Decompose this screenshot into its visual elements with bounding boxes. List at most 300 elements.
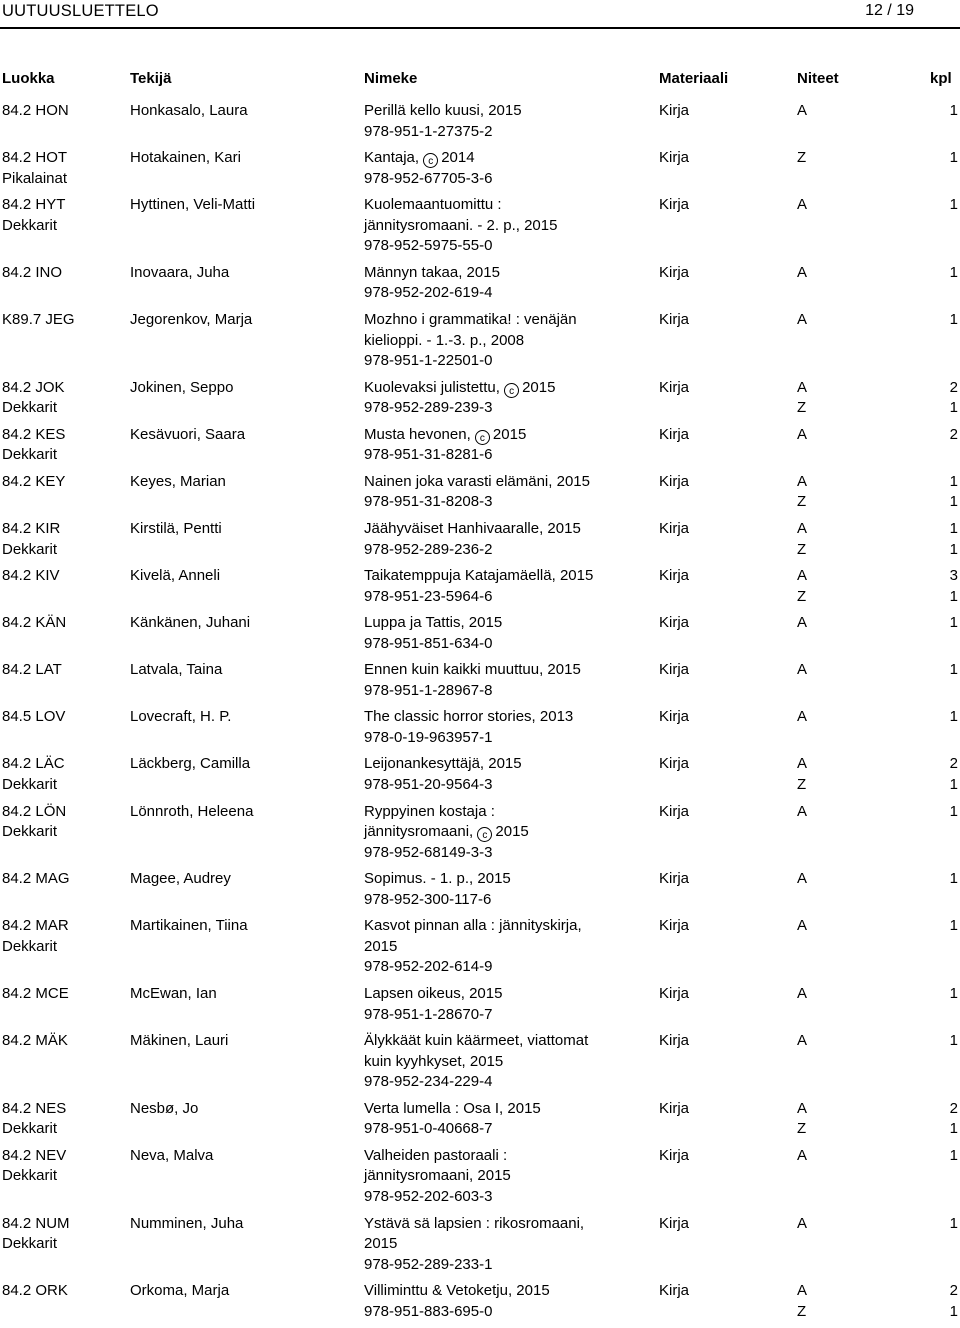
title-text: 2015 (364, 937, 398, 955)
title-cell (364, 1146, 656, 1208)
copies-cell (797, 754, 907, 795)
catalog-list (0, 101, 960, 1328)
material-type: Kirja (659, 310, 690, 328)
title-line (364, 445, 656, 466)
title-text: 978-951-1-28967-8 (364, 681, 493, 699)
title-text: 978-951-1-22501-0 (364, 352, 493, 370)
class-code: 84.2 KIR (2, 519, 61, 537)
title-text: The classic horror stories, 2013 (364, 708, 574, 726)
catalog-row (0, 1099, 960, 1146)
count-cell (928, 310, 958, 331)
material-cell (659, 101, 789, 122)
catalog-row (0, 378, 960, 425)
count-cell (928, 1281, 958, 1322)
title-line (364, 1187, 656, 1208)
catalog-row (0, 1031, 960, 1099)
title-cell (364, 613, 656, 654)
title-text: 978-951-31-8281-6 (364, 446, 493, 464)
copy-location: Z (797, 540, 807, 558)
title-text: Sopimus. - 1. p., 2015 (364, 870, 511, 888)
material-cell (659, 263, 789, 284)
class-code: 84.2 JOK (2, 378, 65, 396)
title-text: Villiminttu & Vetoketju, 2015 (364, 1282, 550, 1300)
luokka-cell (2, 378, 128, 419)
count-cell (928, 660, 958, 681)
shelf-label: Dekkarit (2, 540, 58, 558)
luokka-cell (2, 916, 128, 957)
catalog-row (0, 263, 960, 310)
author-name: Lönnroth, Heleena (130, 802, 254, 820)
title-text: Musta hevonen, (364, 425, 471, 443)
title-text: 978-951-1-28670-7 (364, 1005, 493, 1023)
shelf-label: Dekkarit (2, 216, 58, 234)
title-cell (364, 310, 656, 372)
title-text: 978-951-0-40668-7 (364, 1120, 493, 1138)
title-line (364, 775, 656, 796)
catalog-row (0, 1214, 960, 1282)
title-text: Perillä kello kuusi, 2015 (364, 102, 522, 119)
title-cell (364, 754, 656, 795)
count-cell (928, 1099, 958, 1140)
author-cell (130, 802, 360, 823)
author-name: Hotakainen, Kari (130, 149, 241, 167)
author-name: Mäkinen, Lauri (130, 1032, 229, 1050)
copy-location: Z (797, 1120, 807, 1138)
shelf-label: Dekkarit (2, 399, 58, 417)
material-type: Kirja (659, 425, 690, 443)
copy-location: A (797, 917, 808, 935)
header-divider (0, 27, 960, 29)
title-line (364, 754, 656, 775)
author-name: Numminen, Juha (130, 1214, 244, 1232)
class-code: 84.2 HON (2, 102, 69, 119)
title-text: Nainen joka varasti elämäni, 2015 (364, 472, 590, 490)
class-code: 84.2 NES (2, 1099, 67, 1117)
copies-cell (797, 1281, 907, 1322)
copy-count: 1 (949, 587, 958, 605)
author-cell (130, 425, 360, 446)
luokka-cell (2, 754, 128, 795)
column-header-nimeke: Nimeke (364, 70, 418, 87)
class-code: 84.2 MAG (2, 870, 70, 888)
material-type: Kirja (659, 755, 690, 773)
material-cell (659, 472, 789, 493)
title-text: 978-952-289-233-1 (364, 1255, 493, 1273)
title-text: 978-952-300-117-6 (364, 890, 492, 908)
material-cell (659, 1214, 789, 1235)
author-name: Läckberg, Camilla (130, 755, 251, 773)
title-text: 978-951-851-634-0 (364, 634, 493, 652)
material-type: Kirja (659, 984, 690, 1002)
title-line (364, 398, 656, 419)
material-type: Kirja (659, 1032, 690, 1050)
catalog-row (0, 425, 960, 472)
author-name: Inovaara, Juha (130, 263, 230, 281)
copy-location: A (797, 425, 808, 443)
class-code: 84.2 LÖN (2, 802, 67, 820)
title-line (364, 1119, 656, 1140)
luokka-cell (2, 613, 128, 634)
copyright-icon: c (423, 153, 438, 168)
page-number: 12 / 19 (865, 2, 914, 19)
title-line (364, 1052, 656, 1073)
class-code: 84.2 ORK (2, 1282, 68, 1300)
copies-cell (797, 869, 907, 890)
catalog-row (0, 869, 960, 916)
title-cell (364, 378, 656, 419)
material-cell (659, 310, 789, 331)
title-cell (364, 1214, 656, 1276)
material-type: Kirja (659, 614, 690, 632)
count-cell (928, 1214, 958, 1235)
copy-count: 1 (949, 1120, 958, 1138)
material-type: Kirja (659, 708, 690, 726)
luokka-cell (2, 1214, 128, 1255)
material-type: Kirja (659, 1214, 690, 1232)
copies-cell (797, 519, 907, 560)
catalog-row (0, 916, 960, 984)
title-text: 978-951-23-5964-6 (364, 587, 493, 605)
copy-location: A (797, 102, 808, 119)
author-cell (130, 1031, 360, 1052)
material-type: Kirja (659, 378, 690, 396)
luokka-cell (2, 660, 128, 681)
class-code: 84.2 HYT (2, 196, 66, 214)
title-line (364, 331, 656, 352)
material-type: Kirja (659, 519, 690, 537)
title-line (364, 472, 656, 493)
material-cell (659, 802, 789, 823)
title-line (364, 843, 656, 864)
copy-location: A (797, 196, 808, 214)
title-cell (364, 195, 656, 257)
title-cell (364, 984, 656, 1025)
title-cell (364, 707, 656, 748)
class-code: 84.2 KEY (2, 472, 66, 490)
catalog-row (0, 984, 960, 1031)
title-cell (364, 1031, 656, 1093)
title-cell (364, 1281, 656, 1322)
title-line (364, 122, 656, 143)
count-cell (928, 869, 958, 890)
catalog-row (0, 754, 960, 801)
material-cell (659, 566, 789, 587)
material-cell (659, 916, 789, 937)
copies-cell (797, 660, 907, 681)
title-text: 978-952-68149-3-3 (364, 843, 493, 861)
title-line (364, 236, 656, 257)
material-type: Kirja (659, 802, 690, 820)
title-text: Kantaja, (364, 149, 420, 167)
title-text: Kuolevaksi julistettu, (364, 378, 500, 396)
luokka-cell (2, 984, 128, 1005)
author-name: Kirstilä, Pentti (130, 519, 222, 537)
count-cell (928, 425, 958, 446)
count-cell (928, 707, 958, 728)
class-code: 84.2 MÄK (2, 1032, 68, 1050)
title-line (364, 707, 656, 728)
copy-count: 1 (949, 1214, 958, 1232)
title-text: Kuolemaantuomittu : (364, 196, 502, 214)
copies-cell (797, 613, 907, 634)
copy-location: Z (797, 493, 807, 511)
title-text: Verta lumella : Osa I, 2015 (364, 1099, 541, 1117)
copy-count: 1 (949, 984, 958, 1002)
author-name: Lovecraft, H. P. (130, 708, 232, 726)
material-cell (659, 378, 789, 399)
luokka-cell (2, 263, 128, 284)
title-line (364, 351, 656, 372)
title-line (364, 169, 656, 190)
copies-cell (797, 1099, 907, 1140)
copy-location: A (797, 870, 808, 888)
author-cell (130, 869, 360, 890)
title-text: 978-952-202-614-9 (364, 958, 493, 976)
title-line (364, 937, 656, 958)
luokka-cell (2, 566, 128, 587)
column-header-tekija: Tekijä (130, 70, 172, 87)
shelf-label: Dekkarit (2, 1235, 58, 1253)
catalog-row (0, 566, 960, 613)
count-cell (928, 566, 958, 607)
catalog-title: UUTUUSLUETTELO (2, 2, 159, 20)
copy-count: 1 (949, 870, 958, 888)
copy-location: A (797, 378, 808, 396)
copy-count: 1 (949, 310, 958, 328)
material-cell (659, 1031, 789, 1052)
material-cell (659, 1281, 789, 1302)
count-cell (928, 472, 958, 513)
shelf-label: Dekkarit (2, 776, 58, 793)
count-cell (928, 1146, 958, 1167)
author-name: Kesävuori, Saara (130, 425, 246, 443)
title-text: jännitysromaani, 2015 (364, 1167, 511, 1185)
catalog-row (0, 1281, 960, 1328)
title-line (364, 1281, 656, 1302)
copy-count: 1 (949, 540, 958, 558)
copy-location: A (797, 708, 808, 726)
title-line (364, 1099, 656, 1120)
title-cell (364, 566, 656, 607)
title-cell (364, 148, 656, 189)
class-code: 84.2 LAT (2, 661, 62, 679)
title-text: 978-952-67705-3-6 (364, 169, 493, 187)
title-cell (364, 1099, 656, 1140)
title-line (364, 101, 656, 122)
class-code: 84.2 KIV (2, 567, 60, 585)
copy-count: 1 (949, 917, 958, 935)
title-cell (364, 101, 656, 142)
title-cell (364, 802, 656, 864)
title-text: Valheiden pastoraali : (364, 1146, 508, 1164)
catalog-row (0, 310, 960, 378)
luokka-cell (2, 101, 128, 122)
page-header (0, 0, 960, 24)
count-cell (928, 101, 958, 122)
title-text: Männyn takaa, 2015 (364, 263, 500, 281)
author-name: Kivelä, Anneli (130, 567, 221, 585)
copy-count: 1 (949, 1146, 958, 1164)
author-name: Jegorenkov, Marja (130, 310, 253, 328)
count-cell (928, 195, 958, 216)
title-line (364, 540, 656, 561)
copies-cell (797, 425, 907, 446)
title-year: 2015 (492, 425, 527, 443)
title-line (364, 1234, 656, 1255)
title-line (364, 613, 656, 634)
title-line (364, 728, 656, 749)
title-line (364, 822, 656, 843)
class-code: 84.2 KES (2, 425, 66, 443)
material-type: Kirja (659, 263, 690, 281)
copy-count: 1 (949, 149, 958, 167)
shelf-label: Dekkarit (2, 446, 58, 464)
title-text: Jäähyväiset Hanhivaaralle, 2015 (364, 519, 581, 537)
count-cell (928, 519, 958, 560)
count-cell (928, 1031, 958, 1052)
material-type: Kirja (659, 661, 690, 679)
title-line (364, 283, 656, 304)
material-cell (659, 754, 789, 775)
copy-location: A (797, 1032, 808, 1050)
author-cell (130, 519, 360, 540)
luokka-cell (2, 148, 128, 189)
copy-count: 1 (949, 472, 958, 490)
title-line (364, 378, 656, 399)
catalog-row (0, 707, 960, 754)
material-cell (659, 707, 789, 728)
title-text: kuin kyyhkyset, 2015 (364, 1052, 504, 1070)
title-line (364, 869, 656, 890)
title-text: Kasvot pinnan alla : jännityskirja, (364, 917, 582, 935)
author-cell (130, 660, 360, 681)
class-code: 84.2 KÄN (2, 614, 67, 632)
author-cell (130, 566, 360, 587)
title-line (364, 587, 656, 608)
title-text: 978-952-289-239-3 (364, 399, 493, 417)
title-year: 2015 (495, 823, 529, 841)
copy-count: 2 (949, 1282, 958, 1300)
title-line (364, 802, 656, 823)
catalog-row (0, 660, 960, 707)
count-cell (928, 613, 958, 634)
catalog-row (0, 101, 960, 148)
count-cell (928, 378, 958, 419)
count-cell (928, 754, 958, 795)
material-type: Kirja (659, 1099, 690, 1117)
copy-count: 2 (949, 378, 958, 396)
author-name: Orkoma, Marja (130, 1282, 230, 1300)
shelf-label: Dekkarit (2, 823, 58, 841)
title-text: Luppa ja Tattis, 2015 (364, 614, 503, 632)
copies-cell (797, 566, 907, 607)
column-header-niteet: Niteet (797, 70, 839, 87)
copy-count: 1 (949, 802, 958, 820)
luokka-cell (2, 310, 128, 331)
title-line (364, 519, 656, 540)
material-type: Kirja (659, 149, 690, 167)
copy-location: A (797, 755, 808, 773)
title-text: Ennen kuin kaikki muuttuu, 2015 (364, 661, 581, 679)
material-type: Kirja (659, 472, 690, 490)
copies-cell (797, 984, 907, 1005)
title-cell (364, 519, 656, 560)
copy-location: A (797, 1099, 808, 1117)
author-cell (130, 195, 360, 216)
author-cell (130, 101, 360, 122)
author-cell (130, 754, 360, 775)
material-cell (659, 195, 789, 216)
copy-location: A (797, 567, 808, 585)
luokka-cell (2, 1099, 128, 1140)
shelf-label: Pikalainat (2, 169, 68, 187)
title-line (364, 263, 656, 284)
copy-count: 1 (949, 1302, 958, 1320)
title-line (364, 1005, 656, 1026)
author-cell (130, 916, 360, 937)
column-header-materiaali: Materiaali (659, 70, 729, 87)
author-cell (130, 378, 360, 399)
title-line (364, 681, 656, 702)
title-line (364, 634, 656, 655)
copy-location: A (797, 263, 808, 281)
copy-location: Z (797, 1302, 807, 1320)
title-cell (364, 916, 656, 978)
title-text: 978-951-31-8208-3 (364, 493, 493, 511)
copy-count: 1 (949, 399, 958, 417)
title-text: Lapsen oikeus, 2015 (364, 984, 503, 1002)
copy-location: Z (797, 149, 807, 167)
copy-location: A (797, 1282, 808, 1300)
luokka-cell (2, 869, 128, 890)
author-name: Nesbø, Jo (130, 1099, 199, 1117)
material-type: Kirja (659, 917, 690, 935)
title-line (364, 492, 656, 513)
title-line (364, 148, 656, 169)
title-text: 978-952-289-236-2 (364, 540, 493, 558)
title-line (364, 310, 656, 331)
column-header-luokka: Luokka (2, 70, 55, 87)
copy-location: A (797, 984, 808, 1002)
author-name: McEwan, Ian (130, 984, 217, 1002)
title-cell (364, 660, 656, 701)
title-text: 978-952-202-619-4 (364, 284, 493, 302)
title-line (364, 660, 656, 681)
luokka-cell (2, 1146, 128, 1187)
title-line (364, 1255, 656, 1276)
copy-count: 1 (949, 708, 958, 726)
author-cell (130, 263, 360, 284)
author-name: Hyttinen, Veli-Matti (130, 196, 256, 214)
author-cell (130, 472, 360, 493)
title-text: Taikatemppuja Katajamäellä, 2015 (364, 567, 594, 585)
author-name: Latvala, Taina (130, 661, 223, 679)
copyright-icon: c (475, 430, 490, 445)
title-text: 978-951-1-27375-2 (364, 122, 493, 140)
copy-location: A (797, 1214, 808, 1232)
luokka-cell (2, 519, 128, 560)
copy-count: 2 (949, 755, 958, 773)
material-type: Kirja (659, 196, 690, 214)
author-name: Keyes, Marian (130, 472, 226, 490)
material-cell (659, 1099, 789, 1120)
material-cell (659, 519, 789, 540)
author-name: Martikainen, Tiina (130, 917, 248, 935)
copies-cell (797, 1146, 907, 1167)
class-code: 84.5 LOV (2, 708, 66, 726)
material-type: Kirja (659, 102, 690, 119)
copies-cell (797, 1214, 907, 1235)
